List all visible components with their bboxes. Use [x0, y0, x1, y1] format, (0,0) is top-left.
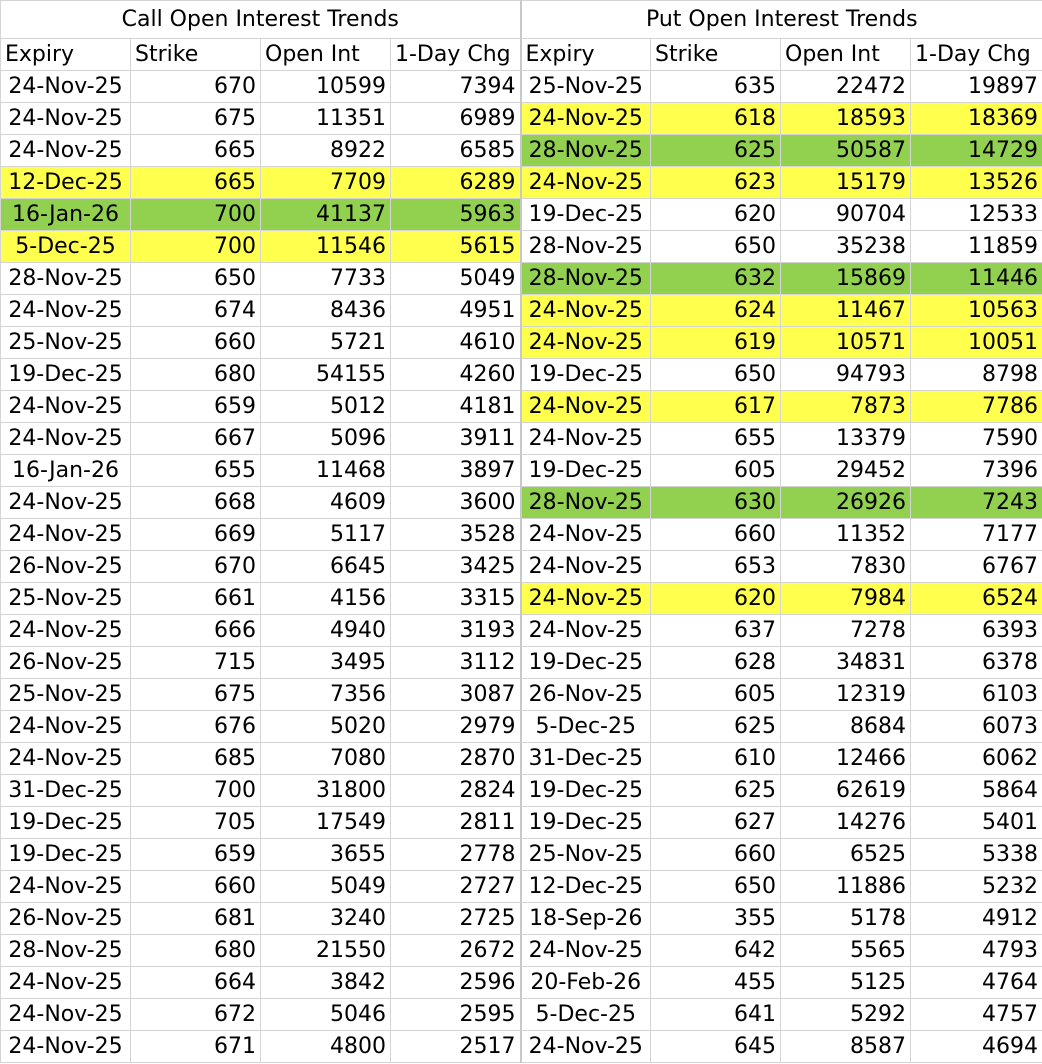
table-row [1, 615, 1042, 647]
table-row [1, 487, 1042, 519]
put-strike-cell[interactable]: 625 [651, 775, 781, 807]
put-expiry-cell[interactable]: 28-Nov-25 [521, 263, 651, 295]
put-chg-cell[interactable]: 13526 [911, 167, 1042, 199]
call-chg-cell[interactable]: 4260 [391, 359, 521, 391]
call-expiry-cell[interactable]: 19-Dec-25 [1, 359, 131, 391]
call-expiry-cell[interactable]: 24-Nov-25 [1, 71, 131, 103]
put-chg-cell[interactable]: 8798 [911, 359, 1042, 391]
call-expiry-cell[interactable]: 28-Nov-25 [1, 935, 131, 967]
call-open-int-cell[interactable]: 21550 [261, 935, 391, 967]
put-expiry-cell[interactable]: 19-Dec-25 [521, 455, 651, 487]
call-chg-cell[interactable]: 4951 [391, 295, 521, 327]
put-strike-cell[interactable]: 641 [651, 999, 781, 1031]
put-chg-cell[interactable]: 6378 [911, 647, 1042, 679]
call-open-int-cell[interactable]: 3495 [261, 647, 391, 679]
call-open-int-cell[interactable]: 41137 [261, 199, 391, 231]
call-chg-cell[interactable]: 3897 [391, 455, 521, 487]
put-chg-cell[interactable]: 6524 [911, 583, 1042, 615]
call-expiry-cell[interactable]: 24-Nov-25 [1, 487, 131, 519]
put-open-int-cell[interactable]: 5178 [781, 903, 911, 935]
call-open-int-cell[interactable]: 3240 [261, 903, 391, 935]
call-chg-cell[interactable]: 6585 [391, 135, 521, 167]
table-row [1, 167, 1042, 199]
call-strike-cell[interactable]: 667 [131, 423, 261, 455]
call-chg-cell[interactable]: 5615 [391, 231, 521, 263]
put-expiry-cell[interactable]: 31-Dec-25 [521, 743, 651, 775]
put-expiry-cell[interactable]: 19-Dec-25 [521, 647, 651, 679]
table-row [1, 423, 1042, 455]
call-open-int-cell[interactable]: 4940 [261, 615, 391, 647]
put-strike-cell[interactable]: 632 [651, 263, 781, 295]
call-strike-cell[interactable]: 700 [131, 231, 261, 263]
put-strike-cell[interactable]: 625 [651, 135, 781, 167]
call-expiry-cell[interactable]: 24-Nov-25 [1, 615, 131, 647]
call-open-int-cell[interactable]: 7080 [261, 743, 391, 775]
table-row [1, 583, 1042, 615]
table-row [1, 871, 1042, 903]
call-expiry-cell[interactable]: 31-Dec-25 [1, 775, 131, 807]
put-open-int-cell[interactable]: 10571 [781, 327, 911, 359]
call-strike-cell[interactable]: 660 [131, 327, 261, 359]
call-chg-cell[interactable]: 2811 [391, 807, 521, 839]
call-open-int-cell[interactable]: 11546 [261, 231, 391, 263]
put-open-int-cell[interactable]: 50587 [781, 135, 911, 167]
put-expiry-cell[interactable]: 24-Nov-25 [521, 423, 651, 455]
call-expiry-cell[interactable]: 25-Nov-25 [1, 327, 131, 359]
call-open-int-cell[interactable]: 5117 [261, 519, 391, 551]
put-strike-cell[interactable]: 642 [651, 935, 781, 967]
call-open-int-cell[interactable]: 6645 [261, 551, 391, 583]
table-row [1, 647, 1042, 679]
put-strike-cell[interactable]: 635 [651, 71, 781, 103]
call-chg-cell[interactable]: 2870 [391, 743, 521, 775]
call-strike-cell[interactable]: 674 [131, 295, 261, 327]
table-row [1, 999, 1042, 1031]
call-expiry-cell[interactable]: 24-Nov-25 [1, 871, 131, 903]
put-strike-cell[interactable]: 617 [651, 391, 781, 423]
put-chg-cell[interactable]: 7786 [911, 391, 1042, 423]
put-open-int-cell[interactable]: 7873 [781, 391, 911, 423]
put-expiry-cell[interactable]: 24-Nov-25 [521, 167, 651, 199]
call-strike-cell[interactable]: 680 [131, 359, 261, 391]
put-expiry-cell[interactable]: 5-Dec-25 [521, 711, 651, 743]
table-row [1, 327, 1042, 359]
call-open-int-cell[interactable]: 5096 [261, 423, 391, 455]
put-expiry-cell[interactable]: 24-Nov-25 [521, 551, 651, 583]
call-expiry-cell[interactable]: 16-Jan-26 [1, 199, 131, 231]
call-strike-cell[interactable]: 659 [131, 391, 261, 423]
put-open-int-cell[interactable]: 35238 [781, 231, 911, 263]
put-open-int-cell[interactable]: 15869 [781, 263, 911, 295]
put-chg-cell[interactable]: 18369 [911, 103, 1042, 135]
call-chg-cell[interactable]: 2824 [391, 775, 521, 807]
call-strike-cell[interactable]: 671 [131, 1031, 261, 1063]
put-chg-cell[interactable]: 5338 [911, 839, 1042, 871]
put-header-strike[interactable]: Strike [651, 39, 781, 71]
call-open-int-cell[interactable]: 7733 [261, 263, 391, 295]
call-chg-cell[interactable]: 6289 [391, 167, 521, 199]
call-chg-cell[interactable]: 2596 [391, 967, 521, 999]
call-expiry-cell[interactable]: 24-Nov-25 [1, 103, 131, 135]
call-expiry-cell[interactable]: 19-Dec-25 [1, 839, 131, 871]
call-strike-cell[interactable]: 672 [131, 999, 261, 1031]
put-strike-cell[interactable]: 660 [651, 519, 781, 551]
put-open-int-cell[interactable]: 22472 [781, 71, 911, 103]
call-open-int-cell[interactable]: 5012 [261, 391, 391, 423]
call-chg-cell[interactable]: 5963 [391, 199, 521, 231]
put-chg-cell[interactable]: 5864 [911, 775, 1042, 807]
table-row [1, 743, 1042, 775]
put-expiry-cell[interactable]: 5-Dec-25 [521, 999, 651, 1031]
put-expiry-cell[interactable]: 18-Sep-26 [521, 903, 651, 935]
put-chg-cell[interactable]: 10563 [911, 295, 1042, 327]
call-strike-cell[interactable]: 660 [131, 871, 261, 903]
put-open-int-cell[interactable]: 12319 [781, 679, 911, 711]
put-expiry-cell[interactable]: 24-Nov-25 [521, 103, 651, 135]
call-chg-cell[interactable]: 3193 [391, 615, 521, 647]
put-chg-cell[interactable]: 4764 [911, 967, 1042, 999]
call-chg-cell[interactable]: 3425 [391, 551, 521, 583]
call-strike-cell[interactable]: 670 [131, 71, 261, 103]
put-strike-cell[interactable]: 628 [651, 647, 781, 679]
call-strike-cell[interactable]: 680 [131, 935, 261, 967]
table-row [1, 103, 1042, 135]
put-strike-cell[interactable]: 653 [651, 551, 781, 583]
put-title[interactable]: Put Open Interest Trends [521, 1, 1042, 39]
call-chg-cell[interactable]: 3315 [391, 583, 521, 615]
call-chg-cell[interactable]: 5049 [391, 263, 521, 295]
table-row [1, 231, 1042, 263]
call-strike-cell[interactable]: 705 [131, 807, 261, 839]
put-strike-cell[interactable]: 610 [651, 743, 781, 775]
put-chg-cell[interactable]: 7243 [911, 487, 1042, 519]
put-strike-cell[interactable]: 650 [651, 871, 781, 903]
call-strike-cell[interactable]: 655 [131, 455, 261, 487]
call-open-int-cell[interactable]: 7709 [261, 167, 391, 199]
table-row [1, 359, 1042, 391]
call-header-expiry[interactable]: Expiry [1, 39, 131, 71]
call-chg-cell[interactable]: 2727 [391, 871, 521, 903]
call-chg-cell[interactable]: 2725 [391, 903, 521, 935]
table-row [1, 455, 1042, 487]
put-chg-cell[interactable]: 6073 [911, 711, 1042, 743]
call-open-int-cell[interactable]: 10599 [261, 71, 391, 103]
put-expiry-cell[interactable]: 19-Dec-25 [521, 807, 651, 839]
table-row [1, 903, 1042, 935]
put-strike-cell[interactable]: 623 [651, 167, 781, 199]
put-open-int-cell[interactable]: 8684 [781, 711, 911, 743]
call-strike-cell[interactable]: 676 [131, 711, 261, 743]
call-open-int-cell[interactable]: 17549 [261, 807, 391, 839]
call-chg-cell[interactable]: 2672 [391, 935, 521, 967]
table-row [1, 295, 1042, 327]
table-row [1, 711, 1042, 743]
call-expiry-cell[interactable]: 26-Nov-25 [1, 903, 131, 935]
call-expiry-cell[interactable]: 24-Nov-25 [1, 423, 131, 455]
call-strike-cell[interactable]: 675 [131, 679, 261, 711]
call-strike-cell[interactable]: 659 [131, 839, 261, 871]
call-header-strike[interactable]: Strike [131, 39, 261, 71]
put-open-int-cell[interactable]: 5125 [781, 967, 911, 999]
put-chg-cell[interactable]: 14729 [911, 135, 1042, 167]
put-expiry-cell[interactable]: 24-Nov-25 [521, 519, 651, 551]
call-chg-cell[interactable]: 7394 [391, 71, 521, 103]
put-expiry-cell[interactable]: 24-Nov-25 [521, 935, 651, 967]
call-open-int-cell[interactable]: 31800 [261, 775, 391, 807]
call-open-int-cell[interactable]: 54155 [261, 359, 391, 391]
call-chg-cell[interactable]: 2517 [391, 1031, 521, 1063]
put-open-int-cell[interactable]: 18593 [781, 103, 911, 135]
put-header-chg[interactable]: 1-Day Chg [911, 39, 1042, 71]
call-strike-cell[interactable]: 650 [131, 263, 261, 295]
call-expiry-cell[interactable]: 16-Jan-26 [1, 455, 131, 487]
put-chg-cell[interactable]: 19897 [911, 71, 1042, 103]
put-open-int-cell[interactable]: 11886 [781, 871, 911, 903]
call-chg-cell[interactable]: 2778 [391, 839, 521, 871]
put-open-int-cell[interactable]: 7984 [781, 583, 911, 615]
put-expiry-cell[interactable]: 24-Nov-25 [521, 295, 651, 327]
put-expiry-cell[interactable]: 25-Nov-25 [521, 839, 651, 871]
call-expiry-cell[interactable]: 24-Nov-25 [1, 1031, 131, 1063]
put-chg-cell[interactable]: 6767 [911, 551, 1042, 583]
put-open-int-cell[interactable]: 13379 [781, 423, 911, 455]
table-row [1, 263, 1042, 295]
put-strike-cell[interactable]: 645 [651, 1031, 781, 1063]
put-chg-cell[interactable]: 6393 [911, 615, 1042, 647]
call-expiry-cell[interactable]: 5-Dec-25 [1, 231, 131, 263]
call-strike-cell[interactable]: 665 [131, 167, 261, 199]
put-open-int-cell[interactable]: 5292 [781, 999, 911, 1031]
put-expiry-cell[interactable]: 20-Feb-26 [521, 967, 651, 999]
put-chg-cell[interactable]: 4757 [911, 999, 1042, 1031]
call-open-int-cell[interactable]: 7356 [261, 679, 391, 711]
call-chg-cell[interactable]: 3528 [391, 519, 521, 551]
put-expiry-cell[interactable]: 19-Dec-25 [521, 775, 651, 807]
put-strike-cell[interactable]: 650 [651, 359, 781, 391]
put-chg-cell[interactable]: 7396 [911, 455, 1042, 487]
put-strike-cell[interactable]: 655 [651, 423, 781, 455]
call-strike-cell[interactable]: 665 [131, 135, 261, 167]
header-row [1, 39, 1042, 71]
call-open-int-cell[interactable]: 5049 [261, 871, 391, 903]
call-open-int-cell[interactable]: 5020 [261, 711, 391, 743]
call-expiry-cell[interactable]: 26-Nov-25 [1, 551, 131, 583]
table-row [1, 391, 1042, 423]
put-expiry-cell[interactable]: 24-Nov-25 [521, 391, 651, 423]
call-expiry-cell[interactable]: 24-Nov-25 [1, 295, 131, 327]
put-chg-cell[interactable]: 5401 [911, 807, 1042, 839]
put-chg-cell[interactable]: 10051 [911, 327, 1042, 359]
put-open-int-cell[interactable]: 62619 [781, 775, 911, 807]
call-expiry-cell[interactable]: 24-Nov-25 [1, 743, 131, 775]
call-strike-cell[interactable]: 669 [131, 519, 261, 551]
put-chg-cell[interactable]: 7177 [911, 519, 1042, 551]
call-open-int-cell[interactable]: 3655 [261, 839, 391, 871]
put-chg-cell[interactable]: 4912 [911, 903, 1042, 935]
call-chg-cell[interactable]: 3911 [391, 423, 521, 455]
put-expiry-cell[interactable]: 24-Nov-25 [521, 327, 651, 359]
put-chg-cell[interactable]: 6103 [911, 679, 1042, 711]
table-row [1, 199, 1042, 231]
call-strike-cell[interactable]: 700 [131, 775, 261, 807]
call-strike-cell[interactable]: 661 [131, 583, 261, 615]
call-chg-cell[interactable]: 4181 [391, 391, 521, 423]
put-expiry-cell[interactable]: 28-Nov-25 [521, 487, 651, 519]
put-strike-cell[interactable]: 630 [651, 487, 781, 519]
call-open-int-cell[interactable]: 4800 [261, 1031, 391, 1063]
call-strike-cell[interactable]: 685 [131, 743, 261, 775]
table-row [1, 775, 1042, 807]
put-expiry-cell[interactable]: 28-Nov-25 [521, 231, 651, 263]
table-row [1, 71, 1042, 103]
put-open-int-cell[interactable]: 34831 [781, 647, 911, 679]
call-open-int-cell[interactable]: 8922 [261, 135, 391, 167]
put-expiry-cell[interactable]: 28-Nov-25 [521, 135, 651, 167]
put-chg-cell[interactable]: 11446 [911, 263, 1042, 295]
put-open-int-cell[interactable]: 94793 [781, 359, 911, 391]
put-expiry-cell[interactable]: 24-Nov-25 [521, 1031, 651, 1063]
call-expiry-cell[interactable]: 25-Nov-25 [1, 679, 131, 711]
call-expiry-cell[interactable]: 24-Nov-25 [1, 999, 131, 1031]
put-open-int-cell[interactable]: 29452 [781, 455, 911, 487]
put-strike-cell[interactable]: 620 [651, 583, 781, 615]
put-open-int-cell[interactable]: 5565 [781, 935, 911, 967]
put-open-int-cell[interactable]: 7278 [781, 615, 911, 647]
put-chg-cell[interactable]: 11859 [911, 231, 1042, 263]
put-open-int-cell[interactable]: 6525 [781, 839, 911, 871]
put-expiry-cell[interactable]: 24-Nov-25 [521, 615, 651, 647]
put-strike-cell[interactable]: 624 [651, 295, 781, 327]
table-row [1, 935, 1042, 967]
put-chg-cell[interactable]: 6062 [911, 743, 1042, 775]
put-open-int-cell[interactable]: 26926 [781, 487, 911, 519]
call-title[interactable]: Call Open Interest Trends [1, 1, 521, 39]
call-expiry-cell[interactable]: 24-Nov-25 [1, 967, 131, 999]
put-strike-cell[interactable]: 605 [651, 679, 781, 711]
call-expiry-cell[interactable]: 24-Nov-25 [1, 711, 131, 743]
call-expiry-cell[interactable]: 24-Nov-25 [1, 391, 131, 423]
call-expiry-cell[interactable]: 24-Nov-25 [1, 135, 131, 167]
call-chg-cell[interactable]: 3087 [391, 679, 521, 711]
put-strike-cell[interactable]: 355 [651, 903, 781, 935]
call-open-int-cell[interactable]: 11351 [261, 103, 391, 135]
call-strike-cell[interactable]: 681 [131, 903, 261, 935]
put-strike-cell[interactable]: 660 [651, 839, 781, 871]
put-open-int-cell[interactable]: 15179 [781, 167, 911, 199]
table-row [1, 519, 1042, 551]
put-expiry-cell[interactable]: 12-Dec-25 [521, 871, 651, 903]
put-open-int-cell[interactable]: 11467 [781, 295, 911, 327]
table-row [1, 807, 1042, 839]
call-header-chg[interactable]: 1-Day Chg [391, 39, 521, 71]
call-expiry-cell[interactable]: 24-Nov-25 [1, 519, 131, 551]
call-open-int-cell[interactable]: 5046 [261, 999, 391, 1031]
put-expiry-cell[interactable]: 19-Dec-25 [521, 359, 651, 391]
put-expiry-cell[interactable]: 25-Nov-25 [521, 71, 651, 103]
call-strike-cell[interactable]: 715 [131, 647, 261, 679]
put-strike-cell[interactable]: 605 [651, 455, 781, 487]
table-row [1, 551, 1042, 583]
call-expiry-cell[interactable]: 28-Nov-25 [1, 263, 131, 295]
call-open-int-cell[interactable]: 3842 [261, 967, 391, 999]
put-chg-cell[interactable]: 5232 [911, 871, 1042, 903]
put-header-expiry[interactable]: Expiry [521, 39, 651, 71]
put-chg-cell[interactable]: 4793 [911, 935, 1042, 967]
put-open-int-cell[interactable]: 11352 [781, 519, 911, 551]
call-expiry-cell[interactable]: 25-Nov-25 [1, 583, 131, 615]
call-open-int-cell[interactable]: 4156 [261, 583, 391, 615]
put-strike-cell[interactable]: 620 [651, 199, 781, 231]
call-chg-cell[interactable]: 2595 [391, 999, 521, 1031]
call-strike-cell[interactable]: 664 [131, 967, 261, 999]
call-chg-cell[interactable]: 3112 [391, 647, 521, 679]
call-strike-cell[interactable]: 668 [131, 487, 261, 519]
call-strike-cell[interactable]: 675 [131, 103, 261, 135]
call-expiry-cell[interactable]: 26-Nov-25 [1, 647, 131, 679]
put-open-int-cell[interactable]: 8587 [781, 1031, 911, 1063]
call-open-int-cell[interactable]: 8436 [261, 295, 391, 327]
table-row [1, 679, 1042, 711]
call-open-int-cell[interactable]: 11468 [261, 455, 391, 487]
call-chg-cell[interactable]: 4610 [391, 327, 521, 359]
put-header-open-int[interactable]: Open Int [781, 39, 911, 71]
call-strike-cell[interactable]: 670 [131, 551, 261, 583]
table-row [1, 1031, 1042, 1063]
put-strike-cell[interactable]: 650 [651, 231, 781, 263]
call-expiry-cell[interactable]: 19-Dec-25 [1, 807, 131, 839]
put-expiry-cell[interactable]: 26-Nov-25 [521, 679, 651, 711]
put-open-int-cell[interactable]: 12466 [781, 743, 911, 775]
call-chg-cell[interactable]: 2979 [391, 711, 521, 743]
put-open-int-cell[interactable]: 7830 [781, 551, 911, 583]
put-expiry-cell[interactable]: 24-Nov-25 [521, 583, 651, 615]
put-strike-cell[interactable]: 618 [651, 103, 781, 135]
put-expiry-cell[interactable]: 19-Dec-25 [521, 199, 651, 231]
call-expiry-cell[interactable]: 12-Dec-25 [1, 167, 131, 199]
put-open-int-cell[interactable]: 14276 [781, 807, 911, 839]
title-row [1, 1, 1042, 39]
call-strike-cell[interactable]: 700 [131, 199, 261, 231]
put-chg-cell[interactable]: 4694 [911, 1031, 1042, 1063]
put-chg-cell[interactable]: 7590 [911, 423, 1042, 455]
put-strike-cell[interactable]: 637 [651, 615, 781, 647]
table-row [1, 135, 1042, 167]
put-strike-cell[interactable]: 627 [651, 807, 781, 839]
call-open-int-cell[interactable]: 5721 [261, 327, 391, 359]
call-strike-cell[interactable]: 666 [131, 615, 261, 647]
put-strike-cell[interactable]: 455 [651, 967, 781, 999]
put-open-int-cell[interactable]: 90704 [781, 199, 911, 231]
table-row [1, 839, 1042, 871]
call-chg-cell[interactable]: 3600 [391, 487, 521, 519]
put-chg-cell[interactable]: 12533 [911, 199, 1042, 231]
put-strike-cell[interactable]: 625 [651, 711, 781, 743]
call-header-open-int[interactable]: Open Int [261, 39, 391, 71]
call-chg-cell[interactable]: 6989 [391, 103, 521, 135]
table-row [1, 967, 1042, 999]
put-strike-cell[interactable]: 619 [651, 327, 781, 359]
call-open-int-cell[interactable]: 4609 [261, 487, 391, 519]
